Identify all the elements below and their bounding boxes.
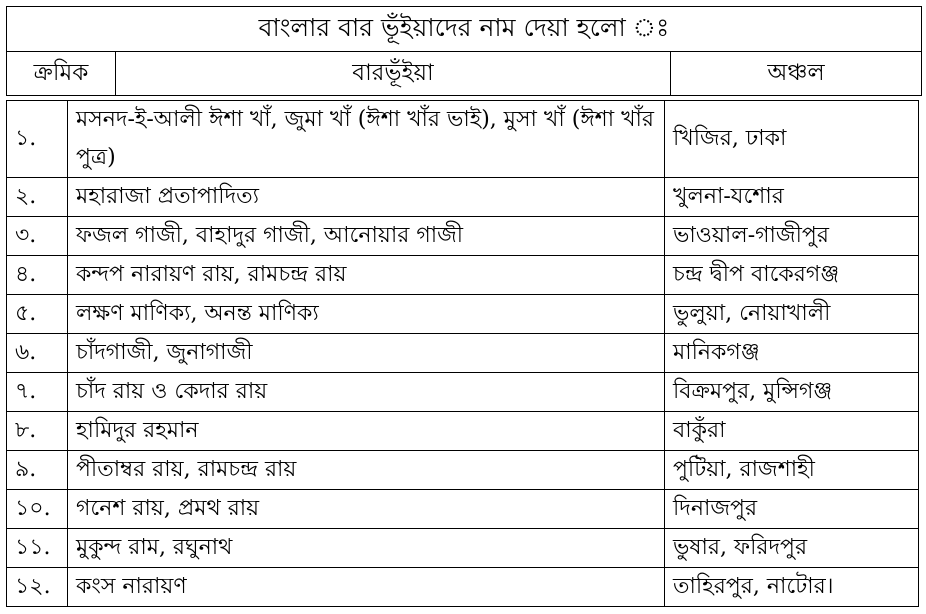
row-name: মসনদ-ই-আলী ঈশা খাঁ, জুমা খাঁ (ঈশা খাঁর ভাই), মুসা খাঁ (ঈশা খাঁর পুত্র) [68,101,665,178]
table-row [7,101,919,178]
row-serial: ১১. [7,529,68,568]
table-row [7,412,919,451]
table-row [7,451,919,490]
row-serial: ৬. [7,334,68,373]
row-name: হামিদুর রহমান [68,412,665,451]
table-row [7,295,919,334]
row-serial: ৪. [7,256,68,295]
row-serial: ২. [7,178,68,217]
row-name: চাঁদ রায় ও কেদার রায় [68,373,665,412]
row-region: চন্দ্র দ্বীপ বাকেরগঞ্জ [665,256,919,295]
row-serial: ৭. [7,373,68,412]
table-header [6,51,922,96]
row-region: মানিকগঞ্জ [665,334,919,373]
header-region: অঞ্চল [767,60,825,86]
row-region: পুটিয়া, রাজশাহী [665,451,919,490]
table-row [7,178,919,217]
table-row [7,490,919,529]
table-row [7,373,919,412]
table-title-text: বাংলার বার ভূঁইয়াদের নাম দেয়া হলো ঃ [258,12,670,42]
row-region: ভুলুয়া, নোয়াখালী [665,295,919,334]
table-row [7,568,919,607]
table-row [7,334,919,373]
row-region: খিজির, ঢাকা [665,101,919,178]
row-name: ফজল গাজী, বাহাদুর গাজী, আনোয়ার গাজী [68,217,665,256]
row-name: গনেশ রায়, প্রমথ রায় [68,490,665,529]
row-region: ভাওয়াল-গাজীপুর [665,217,919,256]
table-row [7,217,919,256]
row-name: পীতাম্বর রায়, রামচন্দ্র রায় [68,451,665,490]
row-name: মুকুন্দ রাম, রঘুনাথ [68,529,665,568]
table-row [7,529,919,568]
row-serial: ১২. [7,568,68,607]
table-row [7,256,919,295]
row-region: বিক্রমপুর, মুন্সিগঞ্জ [665,373,919,412]
row-region: বাকুঁরা [665,412,919,451]
row-serial: ১. [7,101,68,178]
header-serial: ক্রমিক [7,52,116,95]
row-name: চাঁদগাজী, জুনাগাজী [68,334,665,373]
row-region: ভুষার, ফরিদপুর [665,529,919,568]
row-region: তাহিরপুর, নাটোর। [665,568,919,607]
row-serial: ৩. [7,217,68,256]
row-name: কন্দপ নারায়ণ রায়, রামচন্দ্র রায় [68,256,665,295]
row-serial: ৫. [7,295,68,334]
table-body [7,101,919,607]
row-region: খুলনা-যশোর [665,178,919,217]
row-region: দিনাজপুর [665,490,919,529]
table-title [6,6,922,52]
row-name: মহারাজা প্রতাপাদিত্য [68,178,665,217]
row-serial: ৮. [7,412,68,451]
row-name: কংস নারায়ণ [68,568,665,607]
row-serial: ৯. [7,451,68,490]
row-serial: ১০. [7,490,68,529]
bhuiyan-table [6,100,919,607]
header-name: বারভূঁইয়া [116,52,671,95]
row-name: লক্ষণ মাণিক্য, অনন্ত মাণিক্য [68,295,665,334]
